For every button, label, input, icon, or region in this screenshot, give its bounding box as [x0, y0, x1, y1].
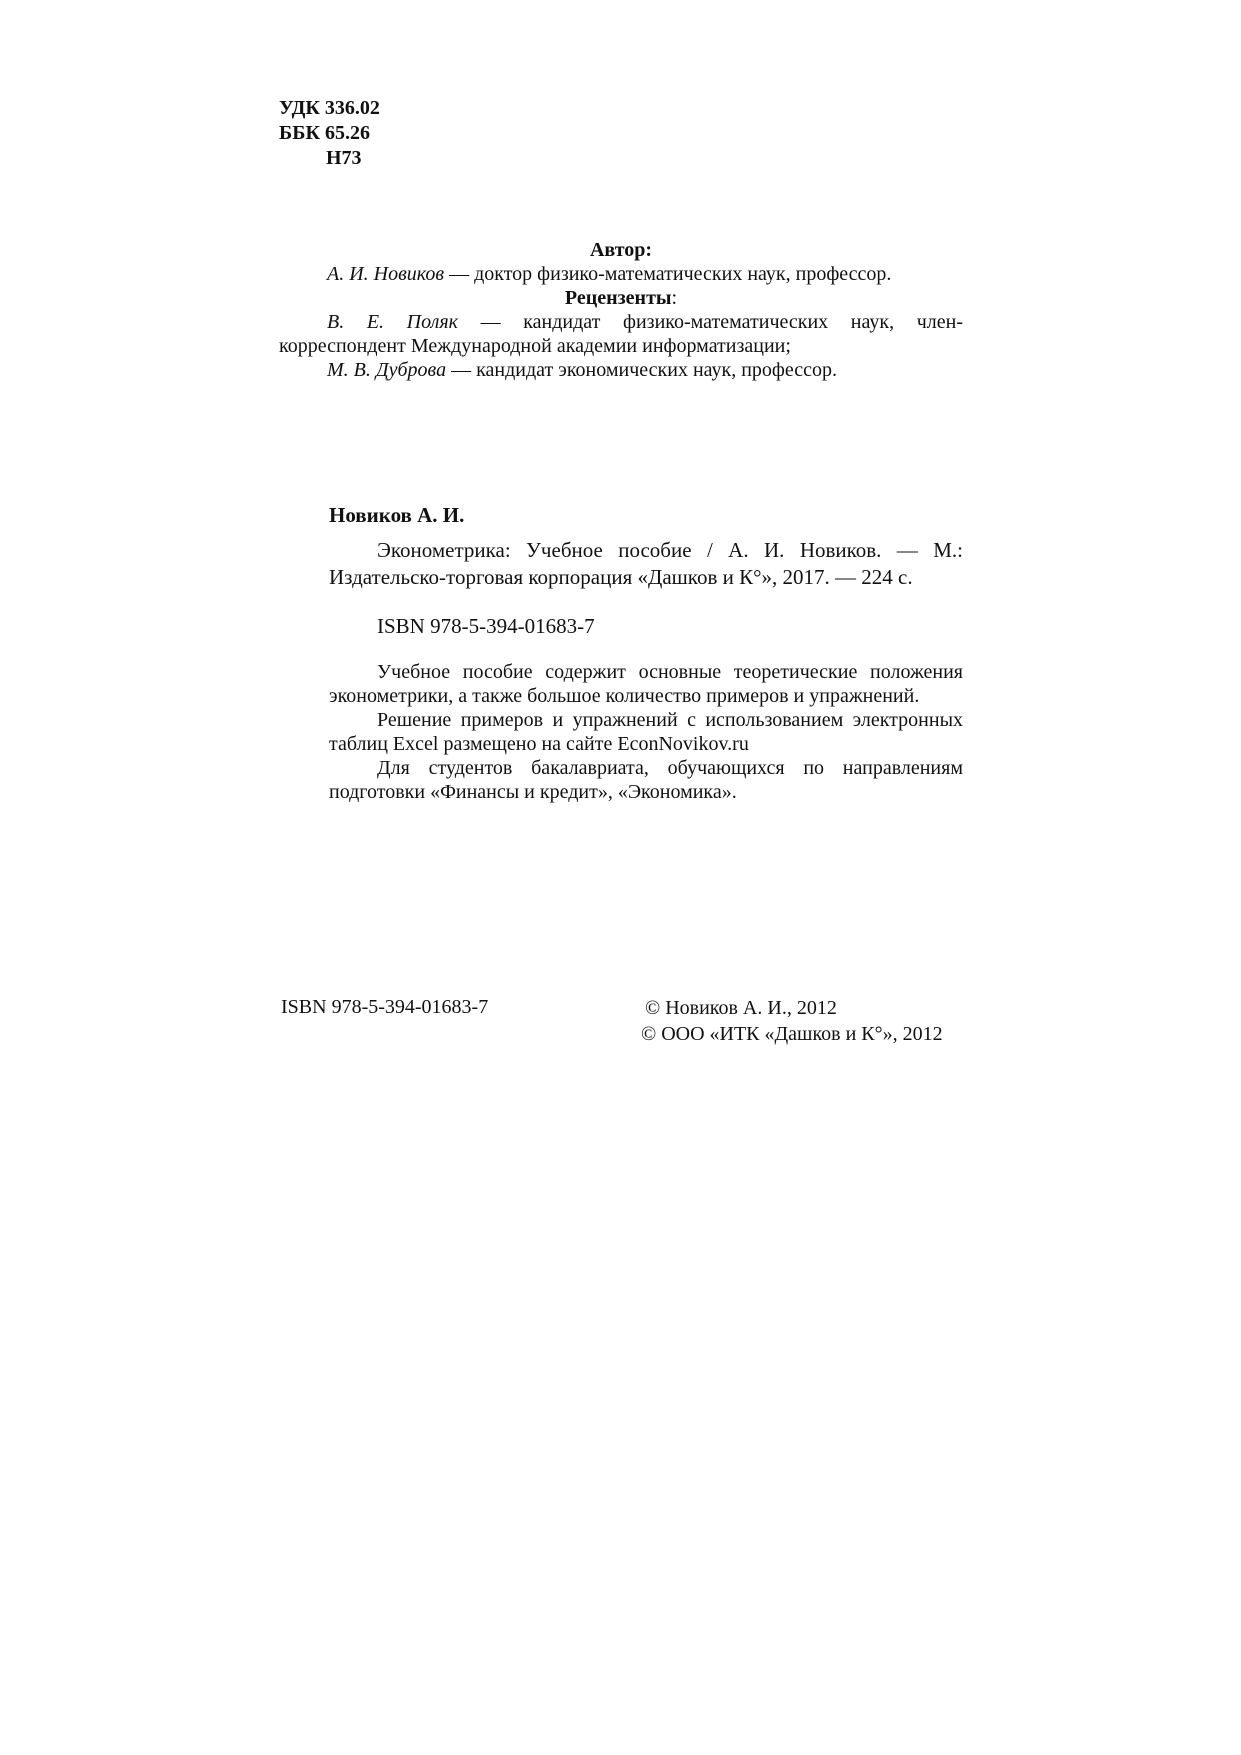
author-description: — доктор физико-математических наук, профессор.: [444, 263, 892, 285]
bibliographic-record: [329, 502, 963, 640]
udk-code: УДК 336.02: [279, 97, 380, 119]
copyright-block: [641, 995, 943, 1047]
annotation-paragraph: Для студентов бакалавриата, обучающихся по направлениям подготовки «Финансы и кредит», «Экономика».: [329, 757, 963, 803]
author-mark: Н73: [326, 147, 362, 169]
copyright-line: © ООО «ИТК «Дашков и К°», 2012: [641, 1023, 943, 1045]
record-author: Новиков А. И.: [329, 503, 465, 527]
reviewer-description: — кандидат физико-математических наук, член-корреспондент Международной академии информатизации;: [279, 311, 963, 357]
reviewer-line: [279, 358, 963, 382]
footer-isbn: ISBN 978-5-394-01683-7: [281, 996, 489, 1018]
reviewers-heading-colon: :: [671, 287, 678, 309]
author-line: [279, 262, 963, 286]
reviewer-name: В. Е. Поляк: [327, 311, 458, 333]
reviewer-line: [279, 310, 963, 358]
reviewers-heading-text: Рецензенты: [564, 287, 672, 309]
author-name: А. И. Новиков: [327, 263, 445, 285]
record-description: Эконометрика: Учебное пособие / А. И. Новиков. — М.: Издательско-торговая корпорация «Дашков и К°», 2017. — 224 с.: [329, 538, 963, 589]
credits-block: [279, 238, 963, 382]
reviewers-heading: [279, 286, 963, 310]
annotation-paragraph: Решение примеров и упражнений с использованием электронных таблиц Excel размещено на сайте EconNovikov.ru: [329, 709, 963, 755]
bbk-code: ББК 65.26: [279, 122, 370, 144]
record-isbn: ISBN 978-5-394-01683-7: [377, 614, 595, 638]
annotation: [329, 660, 963, 804]
reviewer-description: — кандидат экономических наук, профессор.: [446, 359, 838, 381]
copyright-line: © Новиков А. И., 2012: [645, 997, 837, 1019]
annotation-paragraph: Учебное пособие содержит основные теоретические положения эконометрики, а также большое количество примеров и упражнений.: [329, 661, 963, 707]
author-heading: Автор:: [589, 239, 653, 261]
reviewer-name: М. В. Дуброва: [327, 359, 447, 381]
